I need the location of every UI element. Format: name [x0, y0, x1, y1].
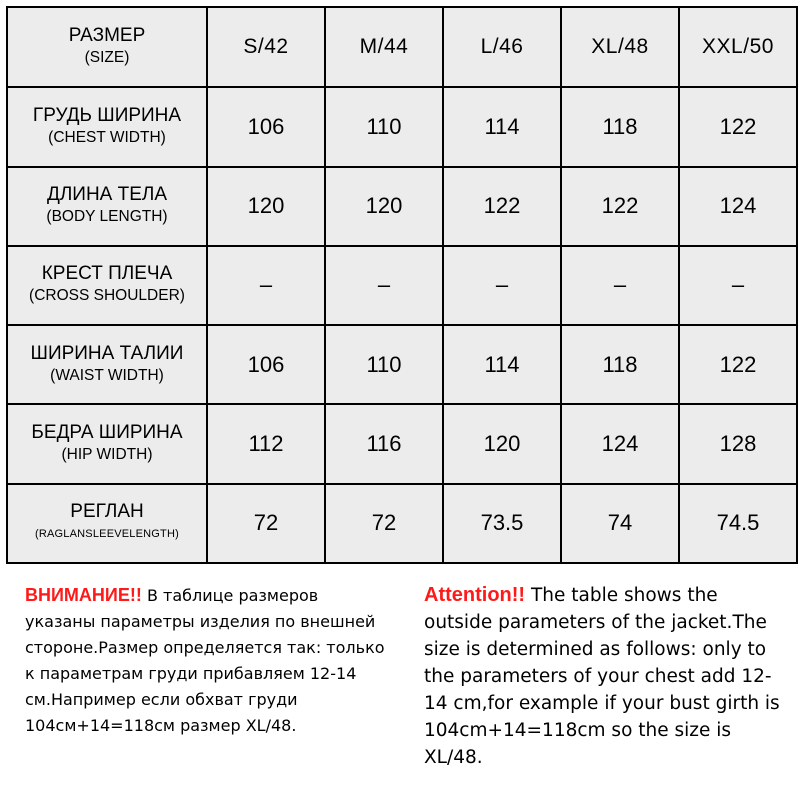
table-row [7, 87, 797, 166]
table-cell: 110 [325, 325, 443, 404]
table-cell: 114 [443, 87, 561, 166]
table-cell: 124 [561, 404, 679, 483]
table-cell: 118 [561, 325, 679, 404]
table-row [7, 404, 797, 483]
table-header-row [7, 7, 797, 87]
attention-label-en: Attention!! [424, 584, 526, 606]
size-header-en: (SIZE) [84, 49, 130, 67]
row-label-cell [7, 246, 207, 325]
table-cell: 114 [443, 325, 561, 404]
table-row [7, 246, 797, 325]
size-column-header: S/42 [207, 7, 325, 87]
size-header-ru: РАЗМЕР [68, 25, 146, 47]
table-cell: 74 [561, 484, 679, 563]
row-label-en: (WAIST WIDTH) [50, 366, 164, 384]
note-english [424, 582, 782, 771]
table-cell: 73.5 [443, 484, 561, 563]
size-column-header: XXL/50 [679, 7, 797, 87]
row-label-en: (CHEST WIDTH) [48, 128, 166, 146]
table-row [7, 167, 797, 246]
table-cell: 106 [207, 87, 325, 166]
table-cell: 122 [561, 167, 679, 246]
row-label-ru: ДЛИНА ТЕЛА [46, 184, 168, 206]
table-cell: 112 [207, 404, 325, 483]
table-cell: 128 [679, 404, 797, 483]
table-cell: – [561, 246, 679, 325]
table-cell: 120 [443, 404, 561, 483]
table-row [7, 325, 797, 404]
table-cell: 122 [679, 87, 797, 166]
table-cell: – [679, 246, 797, 325]
attention-label-ru: ВНИМАНИЕ!! [25, 585, 142, 605]
row-label-cell [7, 404, 207, 483]
row-label-cell [7, 87, 207, 166]
table-cell: 74.5 [679, 484, 797, 563]
row-label-en: (BODY LENGTH) [46, 208, 168, 226]
table-cell: 72 [325, 484, 443, 563]
table-cell: 106 [207, 325, 325, 404]
table-cell: 110 [325, 87, 443, 166]
row-label-en: (HIP WIDTH) [61, 446, 153, 464]
table-cell: 120 [325, 167, 443, 246]
table-cell: 116 [325, 404, 443, 483]
table-cell: 72 [207, 484, 325, 563]
table-cell: 118 [561, 87, 679, 166]
size-column-header: M/44 [325, 7, 443, 87]
row-label-ru: БЕДРА ШИРИНА [31, 422, 183, 444]
note-text-ru: В таблице размеров указаны параметры изделия по внешней стороне.Размер определяется так: только к параметрам груди прибавляем 12-14 см.Например если обхват груди 104см+14=118см размер XL/48. [25, 586, 385, 735]
row-label-ru: ШИРИНА ТАЛИИ [30, 342, 184, 364]
note-russian [25, 582, 385, 739]
table-row [7, 484, 797, 563]
row-label-ru: КРЕСТ ПЛЕЧА [41, 263, 173, 285]
row-label-en: (CROSS SHOULDER) [29, 287, 185, 305]
row-label-cell [7, 167, 207, 246]
table-cell: – [207, 246, 325, 325]
row-label-en: (RAGLANSLEEVELENGTH) [35, 528, 179, 541]
table-cell: 122 [679, 325, 797, 404]
size-column-header: XL/48 [561, 7, 679, 87]
table-cell: 120 [207, 167, 325, 246]
row-label-ru: РЕГЛАН [70, 501, 144, 523]
table-cell: 124 [679, 167, 797, 246]
table-cell: 122 [443, 167, 561, 246]
size-column-header: L/46 [443, 7, 561, 87]
row-label-cell [7, 325, 207, 404]
row-label-ru: ГРУДЬ ШИРИНА [32, 104, 182, 126]
size-chart-table [6, 6, 798, 564]
note-text-en: The table shows the outside parameters of the jacket.The size is determined as follows: only to the parameters of your chest add 12-14 cm,for example if your bust girth is 104cm+14=118cm so the size is XL/48. [424, 585, 780, 768]
size-header-cell [7, 7, 207, 87]
table-cell: – [325, 246, 443, 325]
row-label-cell [7, 484, 207, 563]
table-cell: – [443, 246, 561, 325]
